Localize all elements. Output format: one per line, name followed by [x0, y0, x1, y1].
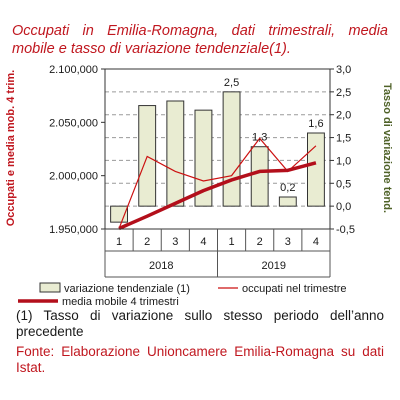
bar-3 [167, 101, 184, 206]
bar-label-7: 0,2 [280, 182, 296, 194]
right-tick-label: 0,5 [336, 178, 352, 191]
x-category-label: 2 [144, 236, 151, 248]
right-tick-label: 3,0 [336, 64, 352, 76]
legend-label-variazione: variazione tendenziale (1) [64, 283, 190, 295]
bar-7 [279, 197, 296, 206]
bar-label-8: 1,6 [308, 118, 324, 130]
x-category-label: 3 [172, 236, 179, 248]
right-tick-label: 1,0 [336, 155, 352, 168]
bar-label-5: 2,5 [223, 76, 240, 89]
x-category-label: 4 [200, 236, 207, 248]
right-tick-label: 0,0 [336, 201, 352, 214]
bar-8 [308, 133, 325, 206]
left-tick-label: 2.050,000 [49, 117, 98, 130]
left-tick-label: 2.000,000 [49, 170, 98, 183]
x-year-label: 2019 [261, 260, 286, 272]
right-axis-ticks [330, 64, 355, 236]
legend-label-media-mobile: media mobile 4 trimestri [62, 296, 179, 308]
bar-6 [251, 147, 268, 206]
source-note: Fonte: Elaborazione Unioncamere Emilia-Romagna su dati Istat. [16, 344, 384, 375]
bar-5 [223, 92, 240, 206]
y2-axis-label: Tasso di variazione tend. [381, 83, 393, 213]
left-tick-label: 1.950,000 [49, 224, 98, 236]
right-tick-label: 2,0 [336, 109, 352, 122]
x-year-label: 2018 [149, 260, 174, 272]
left-axis-ticks [49, 64, 105, 236]
bar-label-6: 1,3 [252, 131, 268, 144]
chart-title-line-1: Occupati in Emilia-Romagna, dati trimestrali, media [12, 23, 388, 39]
chart-title-line-2: mobile e tasso di variazione tendenziale(1). [12, 41, 291, 57]
bar-series [111, 92, 325, 222]
x-category-label: 1 [228, 236, 235, 248]
x-category-label: 2 [256, 236, 263, 248]
right-tick-label: -0,5 [336, 224, 355, 236]
legend-swatch-variazione [40, 283, 60, 292]
left-tick-label: 2.100,000 [49, 64, 98, 76]
legend-label-occupati: occupati nel trimestre [242, 283, 347, 295]
y-axis-label: Occupati e media mob. 4 trim. [5, 69, 17, 227]
right-tick-label: 2,5 [336, 86, 352, 99]
x-category-label: 4 [312, 236, 319, 248]
right-tick-label: 1,5 [336, 132, 352, 145]
legend [18, 283, 347, 308]
x-axis-categories [105, 229, 330, 277]
footnote: (1) Tasso di variazione sullo stesso periodo dell’anno precedente [16, 308, 384, 339]
x-category-label: 3 [284, 236, 291, 248]
x-category-label: 1 [116, 236, 123, 248]
